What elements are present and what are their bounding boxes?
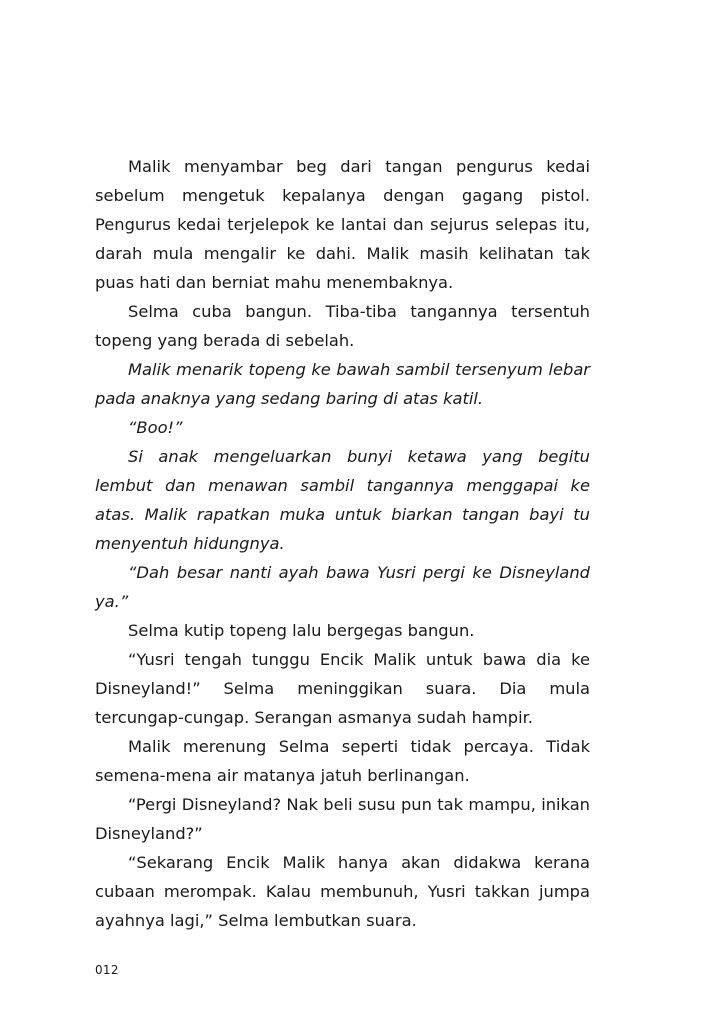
paragraph: “Dah besar nanti ayah bawa Yusri pergi ke Disneyland ya.” xyxy=(95,563,590,611)
paragraph: Selma cuba bangun. Tiba-tiba tangannya tersentuh topeng yang berada di sebelah. xyxy=(95,302,590,350)
page-body xyxy=(95,152,590,935)
paragraph: Malik menarik topeng ke bawah sambil tersenyum lebar pada anaknya yang sedang baring di atas katil. xyxy=(95,360,590,408)
paragraph: “Yusri tengah tunggu Encik Malik untuk bawa dia ke Disneyland!” Selma meninggikan suara. Dia mula tercungap-cungap. Serangan asmanya sudah hampir. xyxy=(95,650,590,727)
paragraph: Si anak mengeluarkan bunyi ketawa yang begitu lembut dan menawan sambil tangannya menggapai ke atas. Malik rapatkan muka untuk biarkan tangan bayi tu menyentuh hidungnya. xyxy=(95,447,590,553)
paragraph: Selma kutip topeng lalu bergegas bangun. xyxy=(128,621,475,640)
paragraph: “Pergi Disneyland? Nak beli susu pun tak mampu, inikan Disneyland?” xyxy=(95,795,590,843)
page-number: 012 xyxy=(95,963,119,977)
paragraph: “Sekarang Encik Malik hanya akan didakwa kerana cubaan merompak. Kalau membunuh, Yusri takkan jumpa ayahnya lagi,” Selma lembutkan suara. xyxy=(95,853,590,930)
paragraph: Malik menyambar beg dari tangan pengurus kedai sebelum mengetuk kepalanya dengan gagang pistol. Pengurus kedai terjelepok ke lantai dan sejurus selepas itu, darah mula mengalir ke dahi. Malik masih kelihatan tak puas hati dan berniat mahu menembaknya. xyxy=(95,157,590,292)
paragraph: Malik merenung Selma seperti tidak percaya. Tidak semena-mena air matanya jatuh berlinangan. xyxy=(95,737,590,785)
paragraph: “Boo!” xyxy=(128,418,183,437)
